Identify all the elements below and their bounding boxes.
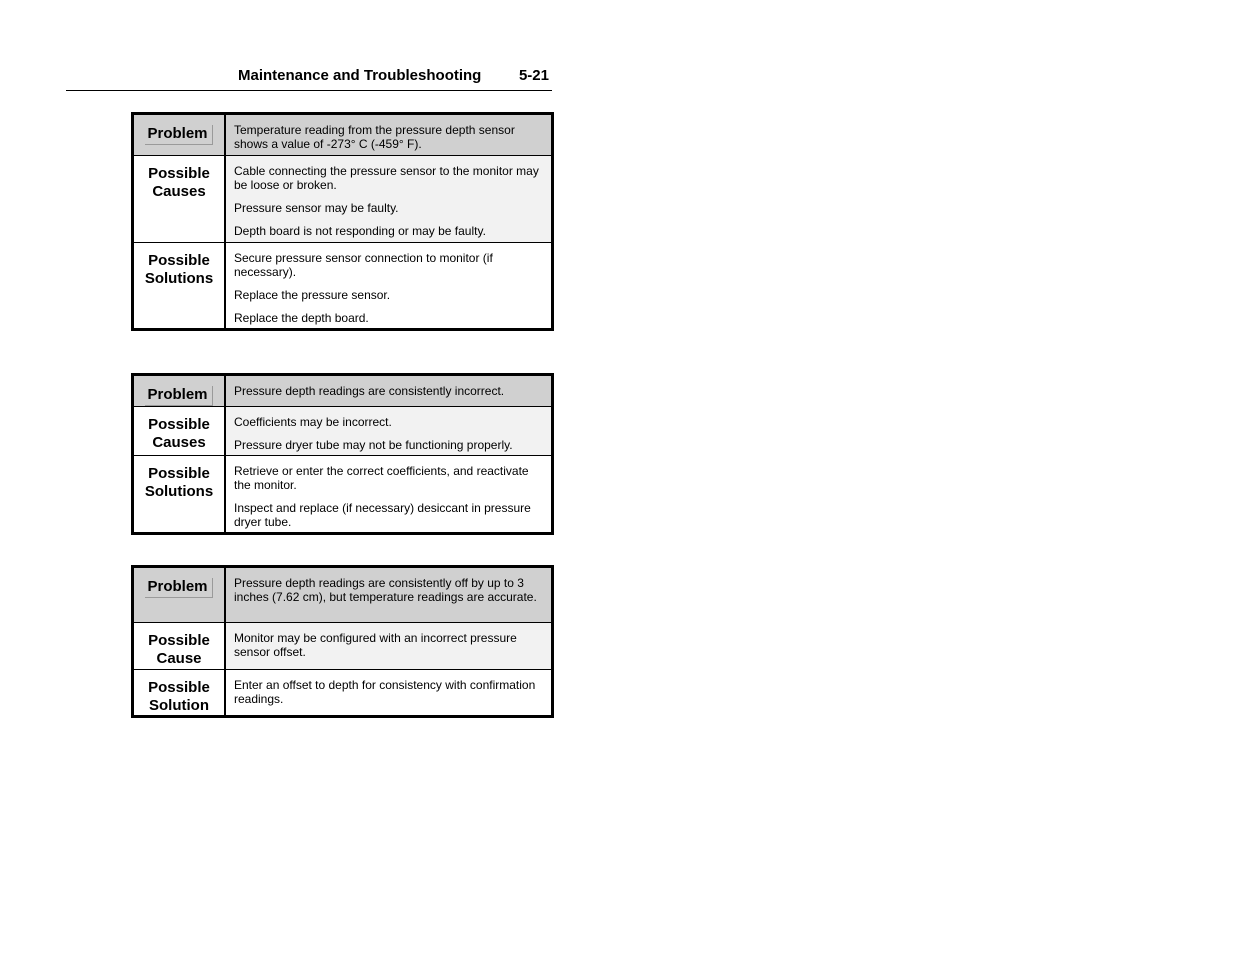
problem-text-cell (225, 114, 553, 156)
solution-item: Replace the pressure sensor. (234, 288, 391, 302)
solutions-row (133, 243, 553, 330)
solution-item: Secure pressure sensor connection to monitor (if necessary). (234, 251, 493, 279)
section-title: Maintenance and Troubleshooting (238, 67, 482, 84)
solutions-label-line2: Solutions (144, 270, 214, 287)
solutions-label-cell (133, 456, 226, 534)
solutions-label-line1: Possible (148, 252, 210, 269)
problem-text-cell (225, 567, 553, 623)
problem-text-cell (225, 375, 553, 407)
problem-text: Pressure depth readings are consistently off by up to 3 inches (7.62 cm), but temperature readings are accurate. (234, 576, 537, 604)
causes-label-cell (133, 156, 226, 243)
causes-label-line1: Possible (148, 416, 210, 433)
causes-label-line2: Causes (152, 183, 206, 200)
solution-item: Retrieve or enter the correct coefficients, and reactivate the monitor. (234, 464, 529, 492)
solution-item: Inspect and replace (if necessary) desiccant in pressure dryer tube. (234, 501, 531, 529)
cause-item: Coefficients may be incorrect. (234, 415, 392, 429)
solutions-text-cell (225, 670, 553, 717)
cause-item: Pressure sensor may be faulty. (234, 201, 399, 215)
solutions-text-cell (225, 243, 553, 330)
causes-label-cell (133, 623, 226, 670)
problem-label: Problem (145, 125, 212, 145)
page-number: 5-21 (518, 67, 549, 84)
problem-label: Problem (145, 578, 212, 598)
solutions-label-line1: Possible (148, 679, 210, 696)
cause-item: Monitor may be configured with an incorrect pressure sensor offset. (234, 631, 517, 659)
causes-row (133, 407, 553, 456)
solutions-label-line2: Solutions (144, 483, 214, 500)
solutions-label-cell (133, 670, 226, 717)
troubleshooting-table-2 (131, 373, 554, 535)
problem-row (133, 375, 553, 407)
cause-item: Depth board is not responding or may be faulty. (234, 224, 486, 238)
causes-label-line2: Cause (156, 650, 202, 667)
solutions-text-cell (225, 456, 553, 534)
solution-item: Replace the depth board. (234, 311, 369, 325)
problem-row (133, 114, 553, 156)
solutions-row (133, 456, 553, 534)
causes-text-cell (225, 156, 553, 243)
troubleshooting-table-1 (131, 112, 554, 331)
problem-row (133, 567, 553, 623)
page-header (66, 64, 552, 91)
causes-label-line1: Possible (148, 165, 210, 182)
causes-text-cell (225, 407, 553, 456)
cause-item: Cable connecting the pressure sensor to the monitor may be loose or broken. (234, 164, 539, 192)
problem-label: Problem (145, 386, 212, 406)
problem-text: Pressure depth readings are consistently incorrect. (234, 384, 505, 398)
problem-label-cell (133, 114, 226, 156)
causes-text-cell (225, 623, 553, 670)
causes-label-cell (133, 407, 226, 456)
solutions-row (133, 670, 553, 717)
causes-label-line2: Causes (152, 434, 206, 451)
solutions-label-cell (133, 243, 226, 330)
causes-label-line1: Possible (148, 632, 210, 649)
solutions-label-line2: Solution (149, 697, 209, 714)
causes-row (133, 156, 553, 243)
solutions-label-line1: Possible (148, 465, 210, 482)
troubleshooting-table-3 (131, 565, 554, 718)
problem-label-cell (133, 567, 226, 623)
cause-item: Pressure dryer tube may not be functioning properly. (234, 438, 513, 452)
causes-row (133, 623, 553, 670)
solution-item: Enter an offset to depth for consistency with confirmation readings. (234, 678, 536, 706)
problem-text: Temperature reading from the pressure depth sensor shows a value of -273° C (-459° F). (234, 123, 515, 151)
problem-label-cell (133, 375, 226, 407)
